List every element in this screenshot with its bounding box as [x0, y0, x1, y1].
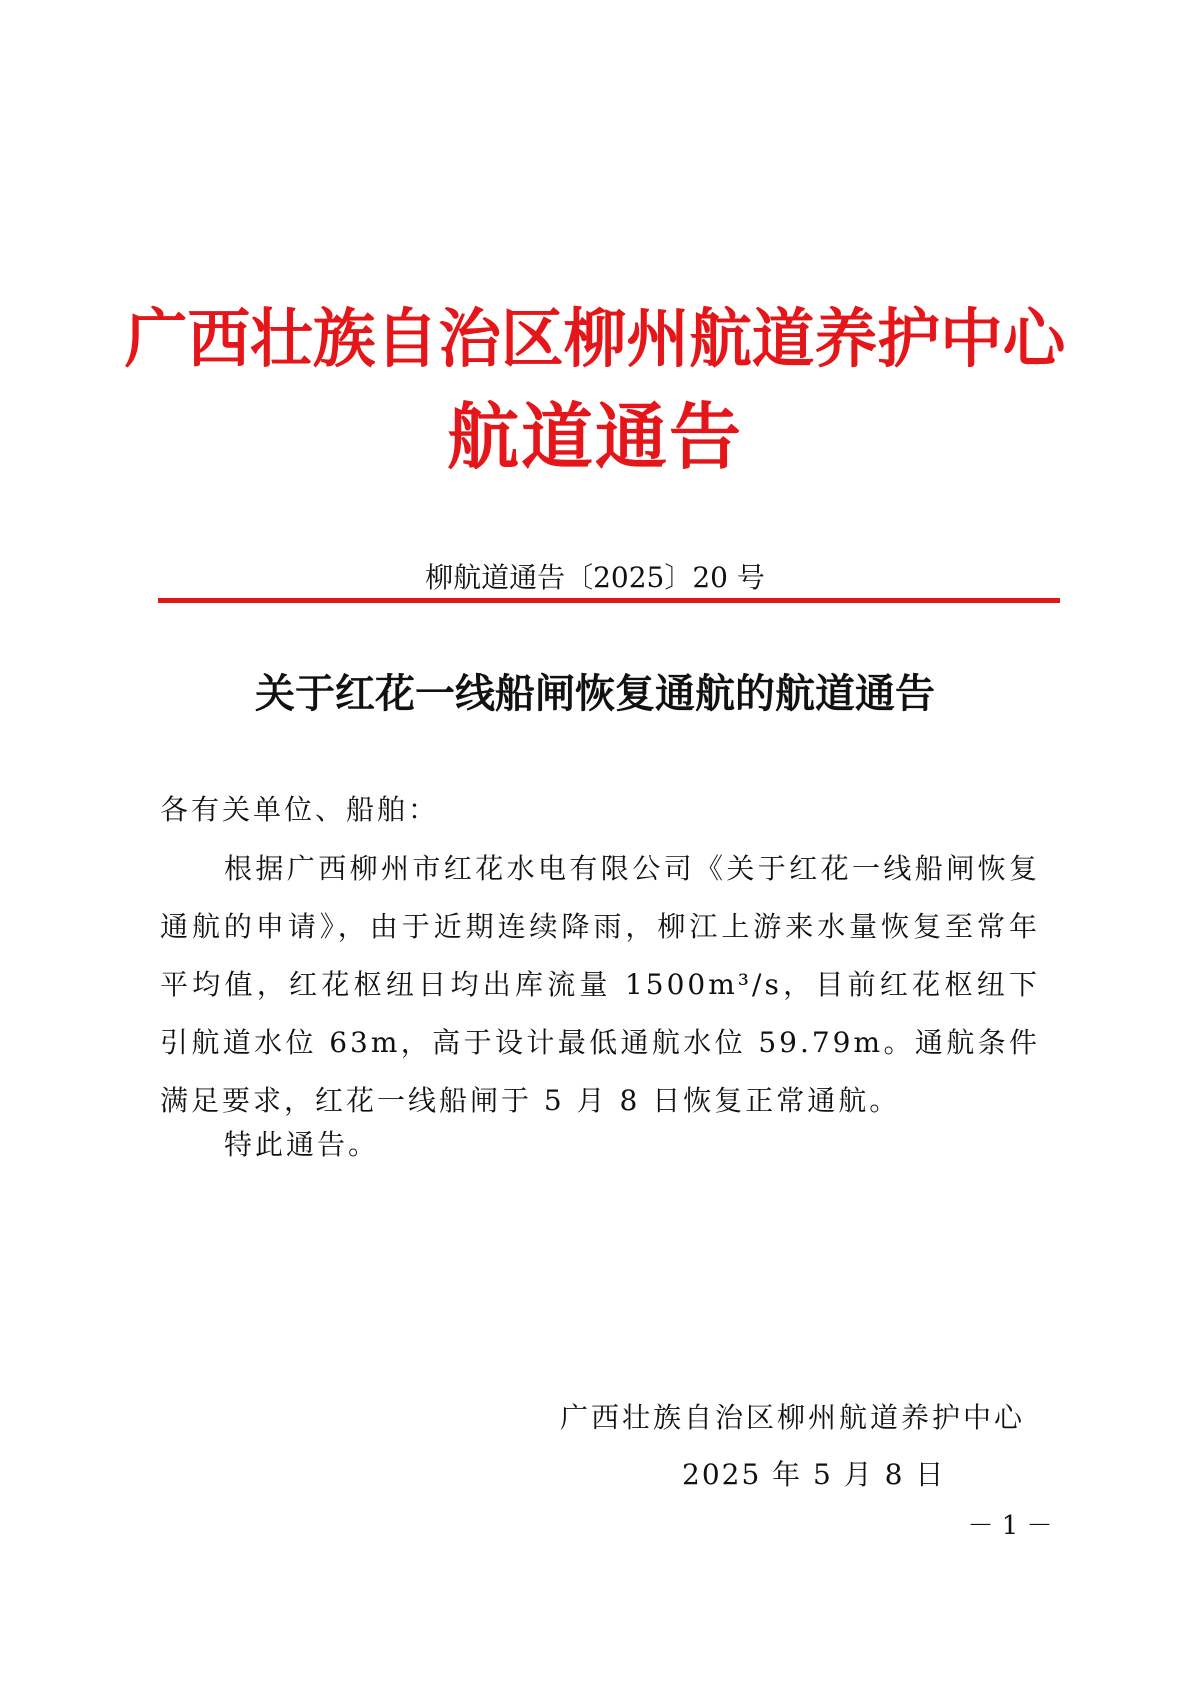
signature-organization: 广西壮族自治区柳州航道养护中心 — [560, 1401, 1026, 1434]
salutation: 各有关单位、船舶： — [160, 793, 440, 826]
main-paragraph: 根据广西柳州市红花水电有限公司《关于红花一线船闸恢复通航的申请》，由于近期连续降雨，柳江上游来水量恢复至常年平均值，红花枢纽日均出库流量 1500m³/s，目前红花枢纽下引航道水位 63m，高于设计最低通航水位 59.79m。通航条件满足要求，红花一线船闸于 5 月 8 日恢复正常通航。 — [160, 852, 1040, 1117]
closing-remark: 特此通告。 — [224, 1128, 380, 1161]
document-number: 柳航道通告〔2025〕20 号 — [425, 561, 765, 594]
document-type-heading: 航道通告 — [446, 394, 743, 479]
red-divider-line — [158, 598, 1060, 603]
notice-title: 关于红花一线船闸恢复通航的航道通告 — [255, 670, 935, 717]
page-number: － 1 － — [967, 1511, 1053, 1541]
issuer-heading: 广西壮族自治区柳州航道养护中心 — [124, 302, 1066, 377]
signature-date: 2025 年 5 月 8 日 — [682, 1458, 946, 1491]
